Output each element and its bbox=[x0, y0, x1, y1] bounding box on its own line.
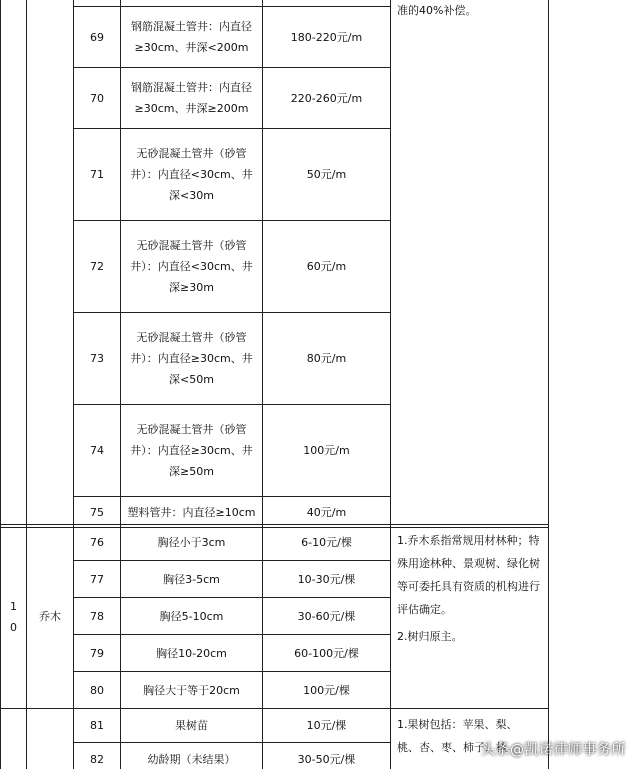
notes-cell bbox=[391, 525, 549, 709]
item-cell: 钢筋混凝土管井：内直径≥30cm、井深<200m bbox=[121, 7, 263, 68]
row-number: 74 bbox=[74, 405, 121, 497]
item-cell: 无砂混凝土管井（砂管井）：内直径<30cm、井深<30m bbox=[121, 129, 263, 221]
category-cell bbox=[27, 709, 74, 769]
note-line: 2.树归原主。 bbox=[397, 630, 463, 643]
fruit-table bbox=[0, 708, 549, 769]
notes-cell bbox=[391, 0, 549, 528]
price-cell: 30-60元/棵 bbox=[263, 598, 391, 635]
price-cell: 10元/棵 bbox=[263, 709, 391, 743]
price-cell: 100元/m bbox=[263, 405, 391, 497]
item-cell: 无砂混凝土管井（砂管井）：内直径≥30cm、井深<50m bbox=[121, 313, 263, 405]
index-cell bbox=[1, 709, 27, 769]
price-cell: 80元/m bbox=[263, 313, 391, 405]
item-cell: 塑料管井：内直径≥10cm bbox=[121, 497, 263, 528]
item-cell: 果树苗 bbox=[121, 709, 263, 743]
item-cell: 胸径10-20cm bbox=[121, 635, 263, 672]
row-number: 78 bbox=[74, 598, 121, 635]
item-cell: 无砂混凝土管井（砂管井）：内直径≥30cm、井深≥50m bbox=[121, 405, 263, 497]
row-number: 79 bbox=[74, 635, 121, 672]
note-line: 1.乔木系指常规用材林种；特殊用途林种、景观树、绿化树等可委托具有资质的机构进行评估确定。 bbox=[397, 534, 540, 616]
price-cell: 10-30元/棵 bbox=[263, 561, 391, 598]
category-cell: 乔木 bbox=[27, 525, 74, 709]
row-number: 69 bbox=[74, 7, 121, 68]
price-cell: 50元/m bbox=[263, 129, 391, 221]
note-line: 准的40%补偿。 bbox=[397, 4, 477, 17]
row-number: 73 bbox=[74, 313, 121, 405]
price-cell: 100元/棵 bbox=[263, 672, 391, 709]
watermark: 头条@凯诺律师事务所 bbox=[481, 742, 626, 758]
category-cell bbox=[27, 0, 74, 528]
table-row bbox=[1, 709, 549, 743]
row-number: 81 bbox=[74, 709, 121, 743]
row-number: 75 bbox=[74, 497, 121, 528]
price-cell: 60元/m bbox=[263, 221, 391, 313]
row-number: 82 bbox=[74, 743, 121, 769]
item-cell: 胸径5-10cm bbox=[121, 598, 263, 635]
price-cell: 60-100元/棵 bbox=[263, 635, 391, 672]
row-number: 71 bbox=[74, 129, 121, 221]
row-number: 76 bbox=[74, 525, 121, 561]
index-cell: 10 bbox=[1, 525, 27, 709]
index-cell bbox=[1, 0, 27, 528]
trees-table bbox=[0, 524, 549, 709]
price-cell: 180-220元/m bbox=[263, 7, 391, 68]
price-cell: 30-50元/棵 bbox=[263, 743, 391, 769]
table-row bbox=[1, 525, 549, 561]
row-number: 70 bbox=[74, 68, 121, 129]
item-cell: 幼龄期（未结果） bbox=[121, 743, 263, 769]
note-line: 桃、杏、枣、柿子、核 bbox=[397, 741, 507, 754]
price-cell: 40元/m bbox=[263, 497, 391, 528]
price-cell: 220-260元/m bbox=[263, 68, 391, 129]
row-number: 80 bbox=[74, 672, 121, 709]
row-number: 77 bbox=[74, 561, 121, 598]
note-line: 1.果树包括：苹果、梨、 bbox=[397, 718, 518, 731]
item-cell: 钢筋混凝土管井：内直径≥30cm、井深≥200m bbox=[121, 68, 263, 129]
price-cell: 6-10元/棵 bbox=[263, 525, 391, 561]
row-number: 72 bbox=[74, 221, 121, 313]
item-cell: 胸径小于3cm bbox=[121, 525, 263, 561]
item-cell: 胸径大于等于20cm bbox=[121, 672, 263, 709]
item-cell: 无砂混凝土管井（砂管井）：内直径<30cm、井深≥30m bbox=[121, 221, 263, 313]
item-cell: 胸径3-5cm bbox=[121, 561, 263, 598]
